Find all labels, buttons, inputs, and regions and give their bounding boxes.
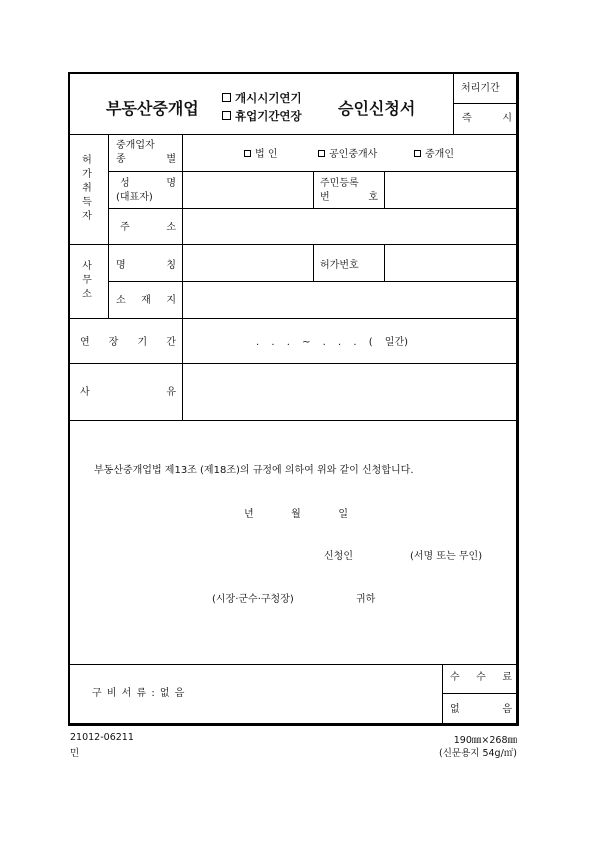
checkbox-icon[interactable]: [318, 150, 325, 157]
reason-label: 사 유: [80, 387, 176, 398]
checkbox-icon[interactable]: [222, 93, 231, 102]
name-sublabel: (대표자): [116, 192, 153, 203]
paper-size: 190㎜×268㎜: [453, 735, 517, 746]
office-name-field[interactable]: [183, 245, 313, 281]
name-field[interactable]: [183, 172, 313, 208]
extension-period-value[interactable]: . . . ~ . . . ( 일간): [256, 337, 409, 348]
applicant-signature-label: 신청인: [324, 551, 353, 562]
form-code: 21012-06211: [70, 732, 134, 743]
type-label-line2: 종 별: [116, 154, 176, 165]
title-right: 승인신청서: [338, 99, 416, 118]
form-code-sub: 민: [70, 748, 80, 759]
id-number-label-line2: 번 호: [320, 192, 378, 203]
id-number-label-line1: 주민등록: [320, 178, 359, 189]
checkbox-icon[interactable]: [222, 111, 231, 120]
license-number-label: 허가번호: [320, 260, 359, 271]
office-name-label: 명 칭: [116, 260, 176, 271]
fee-label: 수 수 료: [450, 672, 512, 683]
paper-type: (신문용지 54g/㎡): [439, 748, 517, 759]
type-label-line1: 중개업자: [116, 140, 155, 151]
fee-value: 없 음: [450, 704, 512, 715]
recipient-label: (시장·군수·구청장): [212, 594, 294, 605]
checkbox-icon[interactable]: [414, 150, 421, 157]
id-number-field[interactable]: [385, 172, 519, 208]
title-left: 부동산중개업: [106, 99, 199, 118]
processing-period-value: 즉 시: [462, 113, 512, 124]
date-line[interactable]: 년 월 일: [244, 509, 348, 520]
extension-period-label: 연 장 기 간: [80, 337, 176, 348]
type-option-licensed-agent[interactable]: 공인중개사: [318, 149, 377, 161]
title-option-extend[interactable]: 휴업기간연장: [222, 108, 302, 124]
processing-period-label: 처리기간: [461, 83, 500, 94]
office-location-label: 소 재 지: [116, 295, 176, 306]
office-location-field[interactable]: [183, 282, 519, 318]
reason-field[interactable]: [183, 364, 519, 420]
application-form: [68, 72, 519, 726]
applicant-section-label: 허 가 취 득 자: [82, 155, 92, 222]
signature-note: (서명 또는 무인): [410, 551, 483, 562]
license-number-field[interactable]: [385, 245, 519, 281]
type-option-broker[interactable]: 중개인: [414, 149, 454, 161]
office-section-label: 사 무 소: [82, 261, 92, 300]
statement-text: 부동산중개업법 제13조 (제18조)의 규정에 의하여 위와 같이 신청합니다.: [94, 465, 414, 476]
title-option-delay[interactable]: 개시시기연기: [222, 90, 302, 106]
address-label: 주 소: [120, 222, 176, 233]
name-label: 성 명: [120, 178, 176, 189]
recipient-honorific: 귀하: [356, 594, 376, 605]
type-option-corporation[interactable]: 법 인: [244, 149, 278, 161]
address-field[interactable]: [183, 209, 519, 244]
required-documents: 구 비 서 류 : 없 음: [92, 688, 185, 699]
checkbox-icon[interactable]: [244, 150, 251, 157]
